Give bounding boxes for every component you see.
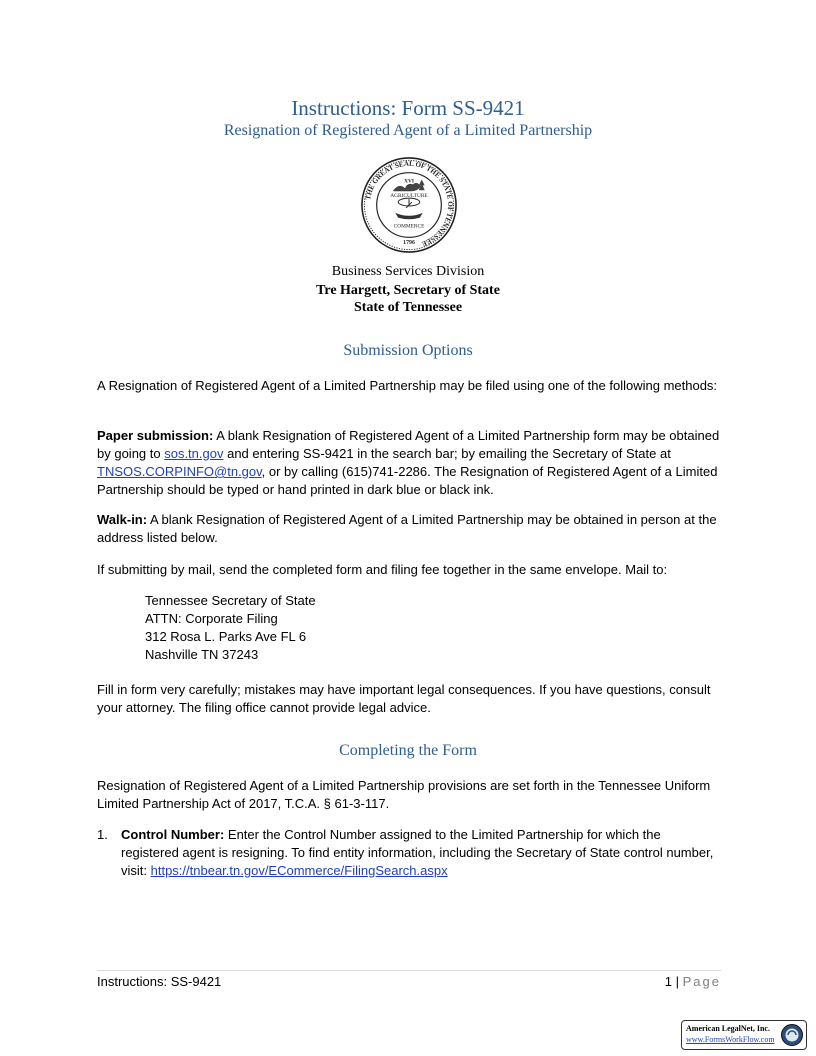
svg-text:1796: 1796 (403, 240, 415, 247)
address-line: ATTN: Corporate Filing (145, 611, 278, 626)
stamp-url[interactable]: www.FormsWorkFlow.com (686, 1035, 775, 1044)
paper-text-2: and entering SS-9421 in the search bar; by emailing the Secretary of State at (223, 446, 671, 461)
address-line: Nashville TN 37243 (145, 647, 259, 662)
section-heading-submission: Submission Options (343, 342, 473, 359)
paper-submission-label: Paper submission: (97, 428, 214, 443)
footer-divider (97, 970, 721, 971)
email-link[interactable]: TNSOS.CORPINFO@tn.gov (97, 464, 262, 479)
state-seal-logo (360, 156, 458, 254)
mailing-address (145, 592, 316, 664)
document-title: Instructions: Form SS-9421 (291, 96, 525, 120)
address-line: 312 Rosa L. Parks Ave FL 6 (145, 629, 307, 644)
list-item-number: 1. (97, 827, 108, 842)
footer-form-id: Instructions: SS-9421 (97, 974, 222, 989)
sos-website-link[interactable]: sos.tn.gov (164, 446, 224, 461)
secretary-name: Tre Hargett, Secretary of State (316, 283, 500, 298)
caution-paragraph: Fill in form very carefully; mistakes may have important legal consequences. If you have questions, consult your attorney. The filing office cannot provide legal advice. (97, 682, 711, 715)
paper-text-3: , or by calling (615)741-2286. The Resignation of Registered Agent of a Limited Partnership should be typed or hand printed in dark blue or black ink. (97, 464, 718, 497)
section-heading-completing: Completing the Form (339, 742, 477, 759)
address-line: Tennessee Secretary of State (145, 593, 316, 608)
list-item (121, 826, 721, 880)
mail-instructions: If submitting by mail, send the completed form and filing fee together in the same envelope. Mail to: (97, 562, 668, 577)
page-label: Page (682, 974, 721, 989)
legalnet-stamp (681, 1020, 807, 1050)
control-number-text: Enter the Control Number assigned to the Limited Partnership for which the registered agent is resigning. To find entity information, including the Secretary of State control number, visit: (121, 827, 714, 878)
footer-page-indicator (665, 974, 721, 989)
walkin-paragraph (97, 511, 721, 547)
svg-text:THE GREAT SEAL OF THE STATE OF: THE GREAT SEAL OF THE STATE OF TENNESSEE (364, 159, 455, 248)
walkin-label: Walk-in: (97, 512, 148, 527)
paper-text-1: A blank Resignation of Registered Agent of a Limited Partnership form may be obtained by going to (97, 428, 720, 461)
submission-intro: A Resignation of Registered Agent of a Limited Partnership may be filed using one of the following methods: (97, 378, 718, 393)
stamp-company: American LegalNet, Inc. (686, 1024, 770, 1033)
state-name: State of Tennessee (353, 300, 463, 315)
page-number: 1 (664, 974, 672, 989)
svg-text:AGRICULTURE: AGRICULTURE (390, 193, 428, 200)
walkin-text: A blank Resignation of Registered Agent of a Limited Partnership may be obtained in person at the address listed below. (97, 512, 717, 545)
globe-icon (780, 1023, 804, 1047)
document-subtitle: Resignation of Registered Agent of a Limited Partnership (223, 122, 593, 139)
paper-submission-paragraph (97, 427, 721, 499)
control-number-label: Control Number: (121, 827, 225, 842)
filing-search-link[interactable]: https://tnbear.tn.gov/ECommerce/FilingSearch.aspx (150, 863, 448, 878)
division-name: Business Services Division (331, 264, 485, 279)
svg-text:XVI: XVI (404, 178, 414, 185)
svg-text:COMMERCE: COMMERCE (393, 223, 425, 230)
page-separator: | (675, 974, 679, 989)
completing-intro: Resignation of Registered Agent of a Limited Partnership provisions are set forth in the Tennessee Uniform Limited Partnership Act of 2017, T.C.A. § 61-3-117. (97, 778, 711, 811)
